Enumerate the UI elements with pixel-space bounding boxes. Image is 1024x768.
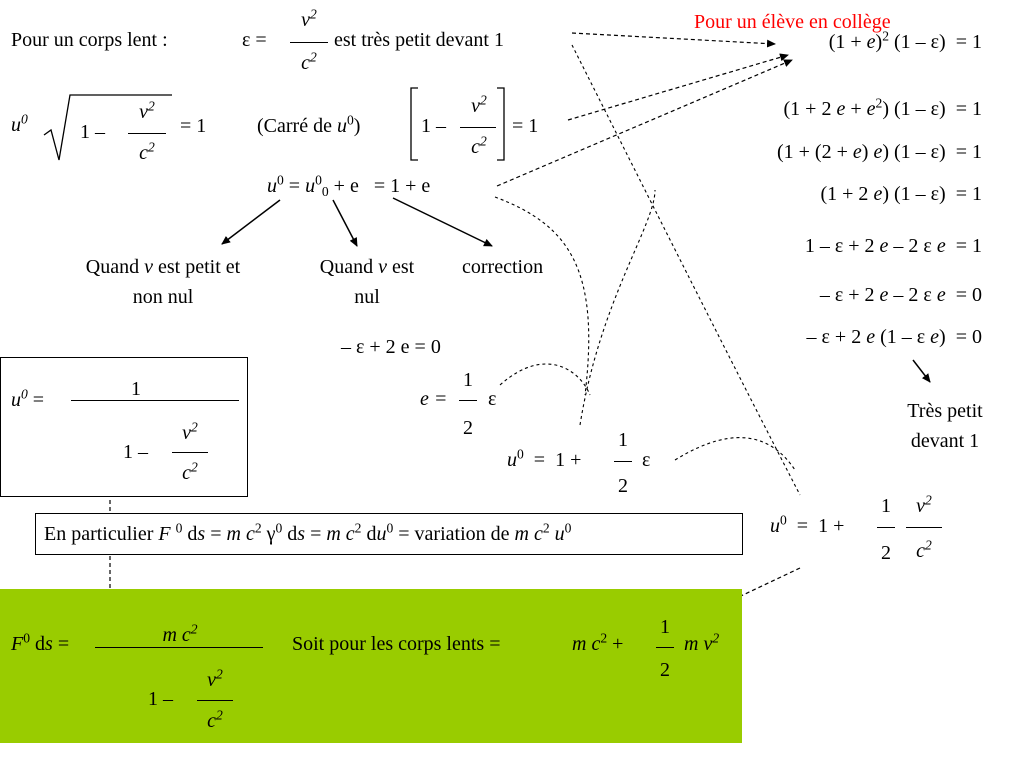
frac-bar (906, 527, 942, 528)
particulier-box (35, 513, 743, 555)
carre-label: (Carré de $u^0$) (257, 112, 361, 137)
equals-one: = 1 (180, 115, 207, 137)
frac-bar (197, 700, 233, 701)
frac-bar (128, 133, 166, 134)
step-1: $(1 + e)^2$ (1 – ε) = 1 (828, 28, 982, 53)
step-4: (1 + 2 e) (1 – ε) = 1 (820, 183, 982, 205)
frac-bar (614, 461, 632, 462)
half-den: 2 (660, 659, 670, 681)
u0-symbol: $u^0$ = (11, 386, 45, 411)
dashed-arrow-square (568, 55, 788, 120)
college-note: Pour un élève en collège (694, 11, 891, 33)
equals-one: = 1 (512, 115, 539, 137)
arrow-tres-petit (913, 360, 930, 382)
f0-ds: $F^0$ ds = (11, 630, 70, 655)
tres-petit-note: Très petit devant 1 (907, 400, 983, 452)
one-minus: 1 – (80, 121, 105, 143)
u0-expansion: $u^0 = u^0_0 + e$ = 1 + e (267, 172, 431, 200)
eps-symbol: ε (642, 449, 651, 471)
arrow-left-case (222, 200, 280, 244)
half-num: 1 (881, 495, 891, 517)
arrow-right-case (393, 198, 492, 246)
half-num: 1 (463, 369, 473, 391)
half-den: 2 (618, 475, 628, 497)
dashed-arrow-u0 (497, 60, 792, 186)
tres-petit-devant-1: est très petit devant 1 (334, 29, 504, 51)
mv2: m $v^2$ (684, 630, 720, 655)
c2-den: $c^2$ (182, 459, 198, 484)
v2-num: $v^2$ (471, 92, 487, 117)
green-result-panel (0, 589, 742, 743)
step-7: – ε + 2 e (1 – ε e) = 0 (806, 326, 982, 348)
frac-bar (656, 647, 674, 648)
arrow-mid-case (333, 200, 357, 246)
c2-den: $c^2$ (207, 707, 223, 732)
e-equals: e = (420, 388, 448, 410)
frac-bar (290, 42, 328, 43)
frac-bar (460, 127, 496, 128)
c2-den: $c^2$ (471, 133, 487, 158)
eps-symbol: ε (488, 388, 497, 410)
half-den: 2 (463, 417, 473, 439)
case-petit-non-nul: Quand v est petit et non nul (85, 256, 241, 308)
c2-den: $c^2$ (139, 139, 155, 164)
half-num: 1 (618, 429, 628, 451)
mc2-plus: m $c^2$ + (572, 630, 624, 655)
frac-v2-num: $v^2$ (301, 6, 317, 31)
frac-bar (172, 452, 208, 453)
step-6: – ε + 2 e – 2 ε e = 0 (819, 284, 982, 306)
dashed-curve-2 (500, 364, 590, 395)
u0-approx: $u^0 = 1$ + (507, 446, 582, 471)
half-den: 2 (881, 542, 891, 564)
particulier-formula: En particulier F $^0$ ds = m $c^2$ $\gamma^0$ ds = m $c^2$ $du^0$ = variation de m $c^2$ $u^0$ (44, 520, 572, 545)
dashed-curve-3 (580, 190, 655, 425)
eps-equation: – ε + 2 e = 0 (341, 336, 441, 358)
dashed-curve-4 (572, 45, 800, 495)
case-correction: correction (462, 256, 544, 278)
soit-corps-lents: Soit pour les corps lents = (292, 633, 501, 655)
dashed-curve-5 (675, 438, 795, 470)
boxed-u0-formula (0, 357, 248, 497)
step-3: (1 + (2 + e) e) (1 – ε) = 1 (776, 141, 982, 163)
frac-bar (459, 400, 477, 401)
c2-den: $c^2$ (916, 537, 932, 562)
u0-final: $u^0 = 1$ + (770, 512, 845, 537)
v2-num: $v^2$ (139, 98, 155, 123)
one-minus-bracket: 1 – (421, 115, 446, 137)
v2-num: $v^2$ (916, 492, 932, 517)
u0-symbol: $u^0$ (11, 111, 28, 136)
step-2: (1 + 2 $e + e^2$) (1 – ε) = 1 (783, 95, 982, 120)
frac-c2-den: $c^2$ (301, 49, 317, 74)
v2-num: $v^2$ (182, 419, 198, 444)
v2-num: $v^2$ (207, 666, 223, 691)
mc2-num: m $c^2$ (162, 621, 198, 646)
frac-bar (877, 527, 895, 528)
bracket-left (411, 88, 418, 160)
bracket-right (497, 88, 504, 160)
main-frac-bar (95, 647, 263, 648)
step-5: 1 – ε + 2 e – 2 ε e = 1 (804, 235, 982, 257)
one-minus: 1 – (123, 441, 148, 463)
main-frac-bar (71, 400, 239, 401)
half-num: 1 (660, 616, 670, 638)
dashed-arrow-to-college (572, 33, 775, 44)
epsilon-def: ε = (242, 29, 267, 51)
one-minus: 1 – (148, 688, 173, 710)
case-nul: Quand v est nul (319, 256, 415, 308)
dashed-curve-1 (495, 197, 589, 395)
num-one: 1 (131, 378, 141, 400)
corps-lent-intro: Pour un corps lent : (11, 29, 168, 51)
